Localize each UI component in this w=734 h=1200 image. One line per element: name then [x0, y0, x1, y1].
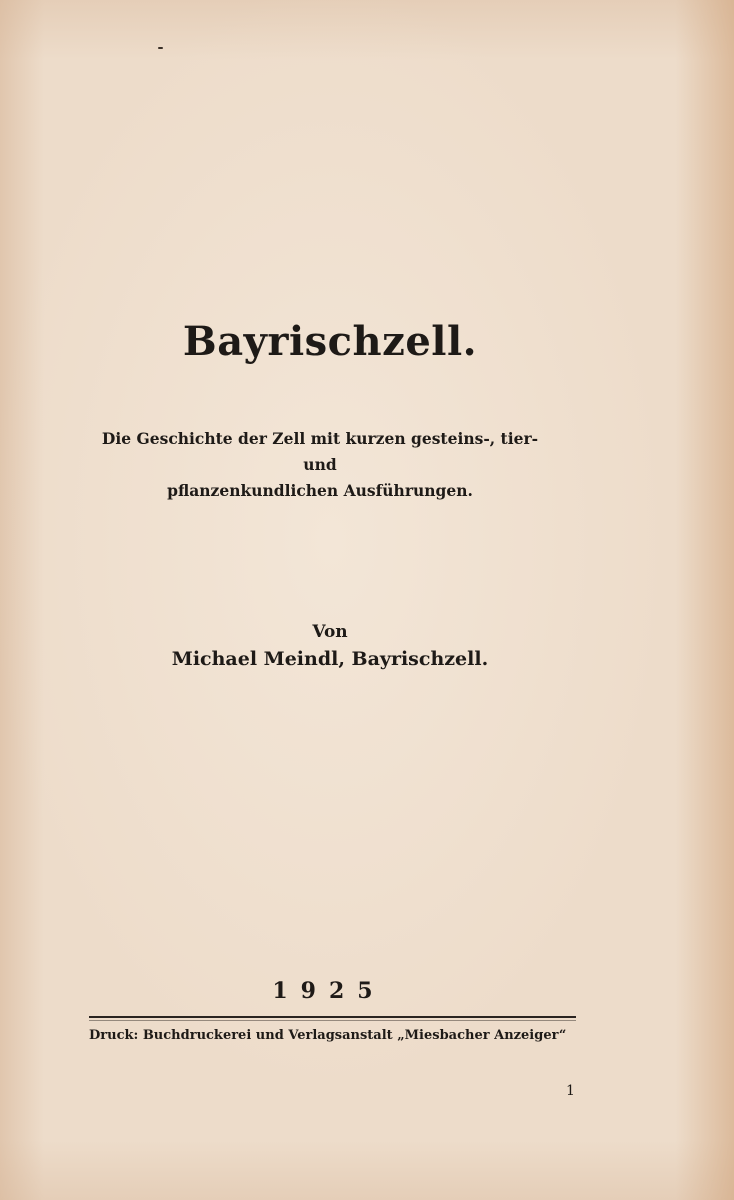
book-subtitle	[100, 426, 540, 504]
divider-rule-thin	[89, 1020, 576, 1021]
book-title: Bayrischzell.	[182, 318, 478, 365]
author-name: Michael Meindl, Bayrischzell.	[171, 648, 489, 670]
printer-imprint: Druck: Buchdruckerei und Verlagsanstalt „Miesbacher Anzeiger“	[89, 1028, 567, 1043]
ink-speck	[158, 47, 163, 49]
byline-prefix: Von	[312, 622, 348, 642]
divider-rule	[89, 1016, 576, 1018]
subtitle-line-2: pflanzenkundlichen Ausführungen.	[167, 481, 473, 500]
page-number: 1	[566, 1083, 575, 1099]
subtitle-line-1: Die Geschichte der Zell mit kurzen gesteins-, tier- und	[101, 429, 539, 474]
publication-year: 1925	[272, 978, 386, 1004]
